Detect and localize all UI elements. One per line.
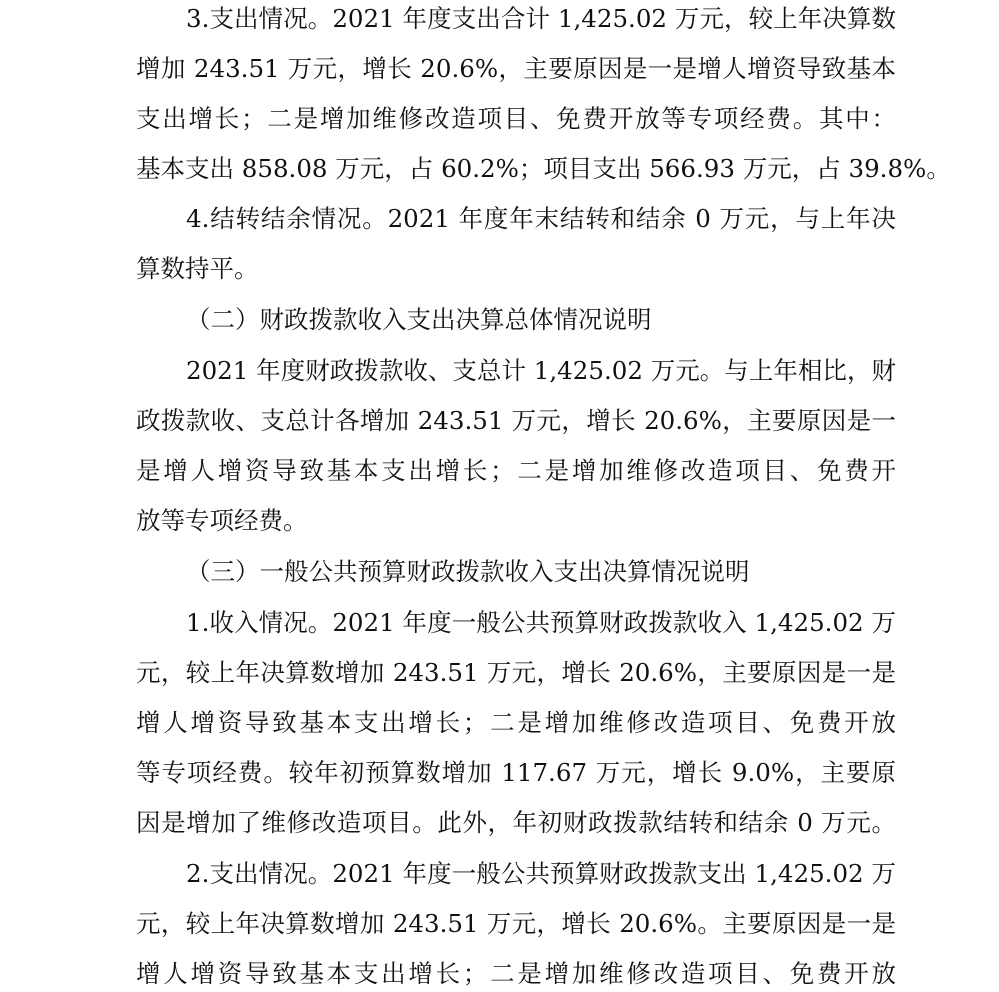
section-heading: （二）财政拨款收入支出决算总体情况说明 — [186, 305, 652, 334]
paragraph-line: 增加 243.51 万元，增长 20.6%，主要原因是一是增人增资导致基本 — [136, 54, 896, 83]
paragraph-line: 1.收入情况。2021 年度一般公共预算财政拨款收入 1,425.02 万 — [186, 608, 896, 637]
paragraph-line: 因是增加了维修改造项目。此外，年初财政拨款结转和结余 0 万元。 — [136, 808, 896, 837]
paragraph-line: 等专项经费。较年初预算数增加 117.67 万元，增长 9.0%，主要原 — [136, 758, 896, 787]
paragraph-line: 放等专项经费。 — [136, 506, 308, 535]
section-heading: （三）一般公共预算财政拨款收入支出决算情况说明 — [186, 557, 750, 586]
paragraph-line: 增人增资导致基本支出增长；二是增加维修改造项目、免费开放 — [136, 708, 896, 737]
paragraph-line: 2.支出情况。2021 年度一般公共预算财政拨款支出 1,425.02 万 — [186, 859, 896, 888]
paragraph-line: 3.支出情况。2021 年度支出合计 1,425.02 万元，较上年决算数 — [186, 4, 896, 33]
paragraph-line: 政拨款收、支总计各增加 243.51 万元，增长 20.6%，主要原因是一 — [136, 406, 896, 435]
paragraph-line: 支出增长；二是增加维修改造项目、免费开放等专项经费。其中： — [136, 104, 896, 133]
paragraph-line: 元，较上年决算数增加 243.51 万元，增长 20.6%，主要原因是一是 — [136, 658, 896, 687]
paragraph-line: 算数持平。 — [136, 254, 259, 283]
paragraph-line: 是增人增资导致基本支出增长；二是增加维修改造项目、免费开 — [136, 456, 896, 485]
paragraph-line: 基本支出 858.08 万元，占 60.2%；项目支出 566.93 万元，占 39.8%。 — [136, 154, 951, 183]
paragraph-line: 元，较上年决算数增加 243.51 万元，增长 20.6%。主要原因是一是 — [136, 909, 896, 938]
paragraph-line: 增人增资导致基本支出增长；二是增加维修改造项目、免费开放 — [136, 959, 896, 988]
paragraph-line: 4.结转结余情况。2021 年度年末结转和结余 0 万元，与上年决 — [186, 204, 896, 233]
paragraph-line: 2021 年度财政拨款收、支总计 1,425.02 万元。与上年相比，财 — [186, 356, 896, 385]
